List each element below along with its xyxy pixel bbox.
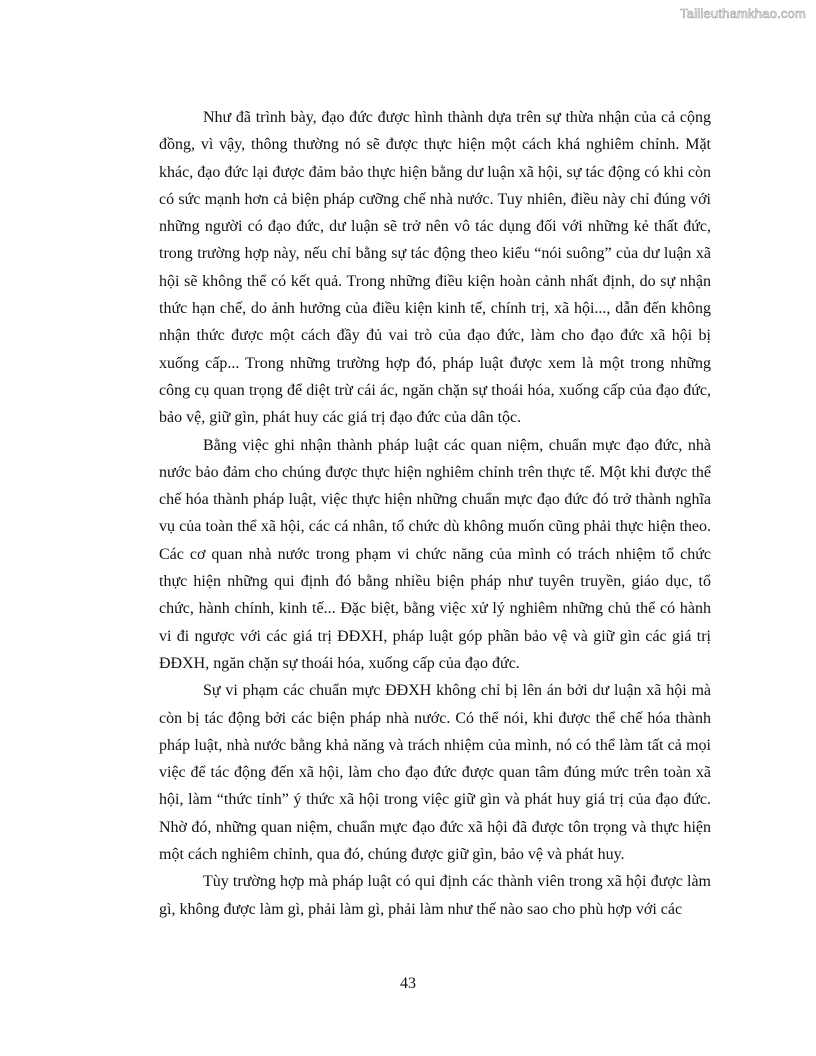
- paragraph-4: Tùy trường hợp mà pháp luật có qui định các thành viên trong xã hội được làm gì, không được làm gì, phải làm gì, phải làm như thế nào sao cho phù hợp với các: [159, 873, 711, 918]
- watermark-text: Tailieuthamkhao.com: [680, 6, 806, 21]
- paragraph-2: Bằng việc ghi nhận thành pháp luật các quan niệm, chuẩn mực đạo đức, nhà nước bảo đảm cho chúng được thực hiện nghiêm chỉnh trên thực tế. Một khi được thể chế hóa thành pháp luật, việc thực hiện những chuẩn mực đạo đức đó trở thành nghĩa vụ của toàn thể xã hội, các cá nhân, tổ chức dù không muốn cũng phải thực hiện theo. Các cơ quan nhà nước trong phạm vi chức năng của mình có trách nhiệm tổ chức thực hiện những qui định đó bằng nhiều biện pháp như tuyên truyền, giáo dục, tổ chức, hành chính, kinh tế... Đặc biệt, bằng việc xử lý nghiêm những chủ thể có hành vi đi ngược với các giá trị ĐĐXH, pháp luật góp phần bảo vệ và giữ gìn các giá trị ĐĐXH, ngăn chặn sự thoái hóa, xuống cấp của đạo đức.: [159, 436, 711, 672]
- paragraph-1: Như đã trình bày, đạo đức được hình thành dựa trên sự thừa nhận của cả cộng đồng, vì vậy, thông thường nó sẽ được thực hiện một cách khá nghiêm chỉnh. Mặt khác, đạo đức lại được đảm bảo thực hiện bằng dư luận xã hội, sự tác động có khi còn có sức mạnh hơn cả biện pháp cưỡng chế nhà nước. Tuy nhiên, điều này chỉ đúng với những người có đạo đức, dư luận sẽ trở nên vô tác dụng đối với những kẻ thất đức, trong trường hợp này, nếu chỉ bằng sự tác động theo kiểu “nói suông” của dư luận xã hội sẽ không thể có kết quả. Trong những điều kiện hoàn cảnh nhất định, do sự nhận thức hạn chế, do ảnh hưởng của điều kiện kinh tế, chính trị, xã hội..., dẫn đến không nhận thức được một cách đầy đủ vai trò của đạo đức, làm cho đạo đức xã hội bị xuống cấp... Trong những trường hợp đó, pháp luật được xem là một trong những công cụ quan trọng để diệt trừ cái ác, ngăn chặn sự thoái hóa, xuống cấp của đạo đức, bảo vệ, giữ gìn, phát huy các giá trị đạo đức của dân tộc.: [159, 109, 711, 427]
- paragraph-3: Sự vi phạm các chuẩn mực ĐĐXH không chỉ bị lên án bởi dư luận xã hội mà còn bị tác động bởi các biện pháp nhà nước. Có thể nói, khi được thể chế hóa thành pháp luật, nhà nước bằng khả năng và trách nhiệm của mình, nó có thể làm tất cả mọi việc để tác động đến xã hội, làm cho đạo đức được quan tâm đúng mức trên toàn xã hội, làm “thức tỉnh” ý thức xã hội trong việc giữ gìn và phát huy giá trị của đạo đức. Nhờ đó, những quan niệm, chuẩn mực đạo đức xã hội đã được tôn trọng và thực hiện một cách nghiêm chỉnh, qua đó, chúng được giữ gìn, bảo vệ và phát huy.: [159, 682, 711, 864]
- document-body: [159, 104, 711, 923]
- page-number: 43: [400, 975, 416, 992]
